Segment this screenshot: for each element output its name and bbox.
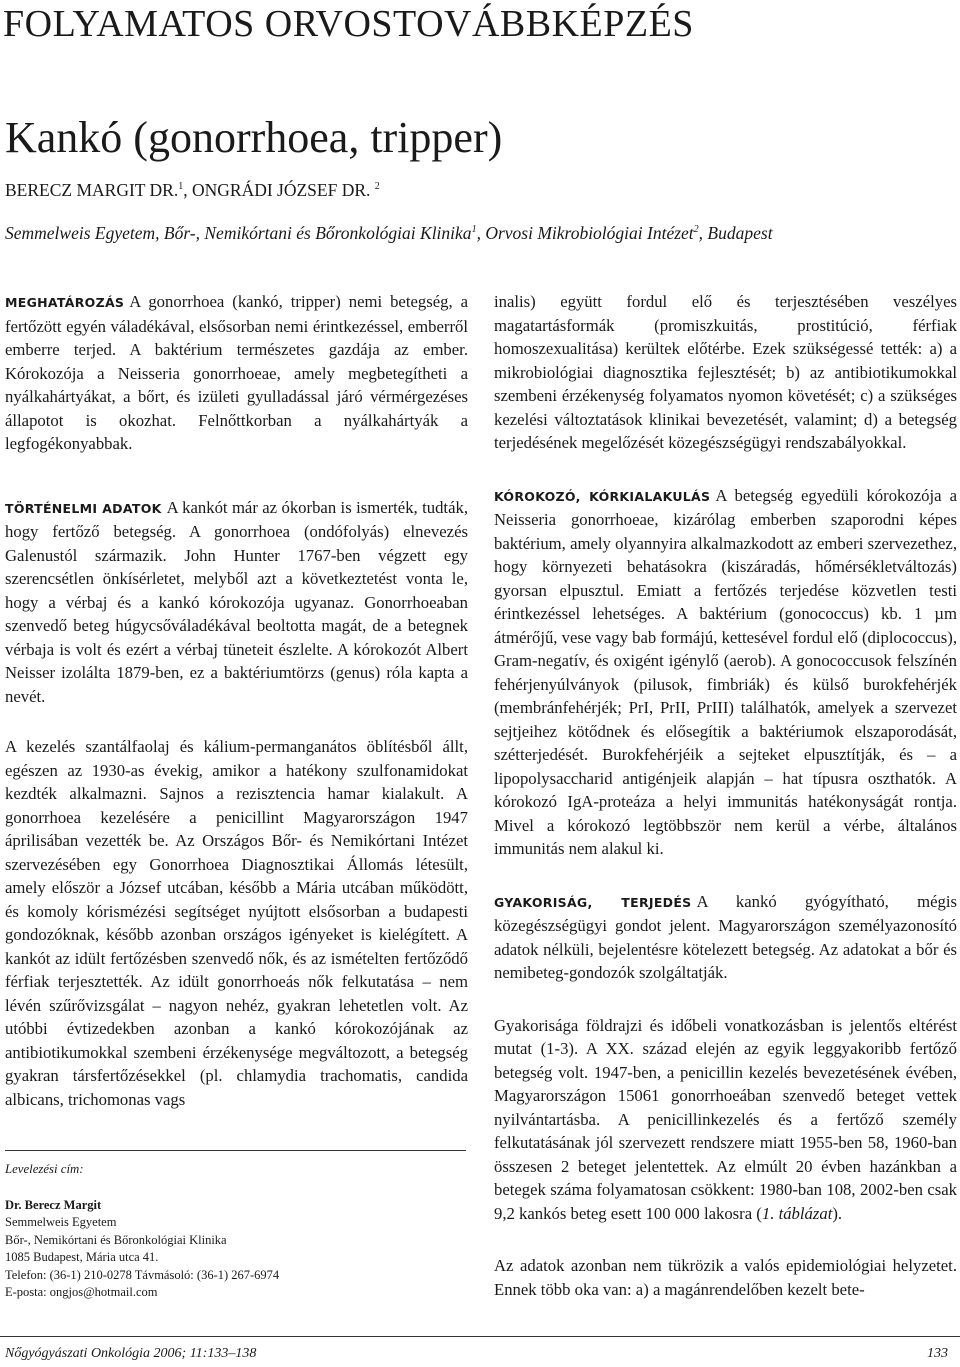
correspondence-institution: Semmelweis Egyetem bbox=[5, 1215, 117, 1229]
affiliation-1: Semmelweis Egyetem, Bőr-, Nemikórtani és Bőronkológiai Klinika bbox=[5, 223, 472, 243]
affiliation-2-mark: 2 bbox=[693, 224, 699, 236]
table-reference: 1. táblázat bbox=[761, 1203, 833, 1223]
right-column bbox=[494, 290, 957, 1330]
affiliation-city: , Budapest bbox=[698, 223, 773, 243]
correspondence-name: Dr. Berecz Margit bbox=[5, 1197, 102, 1212]
frequency-text-before: Gyakorisága földrajzi és időbeli vonatkozásban is jelentős eltérést mutat (1-3). A XX. század elején az egyik leggyakoribb fertőző betegség volt. 1947-ben, a penicillin kezelés bevezetésének évében, Magyarországon 15061 gonorrhoeában szenvedő beteget vettek nyilvántartásba. A penicillinkezelés és a fertőző személy felkutatásának jól szervezett rendszere miatt 1955-ben 58, 1960-ban összesen 2 beteget jelentettek. Az elmúlt 20 évben hazánkban a betegek száma folyamatosan csökkent: 1980-ban 108, 2002-ben csak 9,2 kankós beteg esett 100 000 lakosra ( bbox=[494, 1015, 957, 1223]
correspondence-phone: Telefon: (36-1) 210-0278 Távmásoló: (36-1) 267-6974 bbox=[5, 1267, 280, 1282]
frequency-heading: GYAKORISÁG, TERJEDÉS bbox=[494, 894, 692, 910]
definition-section bbox=[5, 290, 468, 456]
correspondence-email: E-posta: ongjos@hotmail.com bbox=[5, 1285, 158, 1299]
definition-text: A gonorrhoea (kankó, tripper) nemi betegség, a fertőzött egyén váladékával, elsősorban nemi érintkezéssel, emberről emberre terjed. A baktérium természetes gazdája az ember. Kórokozója a Neisseria gonorrhoeae, amely megbetegítheti a nyálkahártyákat, a bőrt, és izületi gyulladással járó vérmérgezéses állapotot is okozhat. Felnőttkorban a nyálkahártyák a legfogékonyabbak. bbox=[5, 292, 468, 453]
correspondence-department: Bőr-, Nemikórtani és Bőronkológiai Klinika bbox=[5, 1232, 227, 1247]
author-1: BERECZ MARGIT DR. bbox=[5, 180, 179, 200]
author-line bbox=[5, 180, 380, 201]
correspondence-label: Levelezési cím: bbox=[5, 1162, 84, 1176]
pathogen-section bbox=[494, 484, 957, 861]
history-heading: TÖRTÉNELMI ADATOK bbox=[5, 500, 162, 516]
frequency-text: A kankó gyógyítható, mégis közegészségügyi gondot jelent. Magyarországon személyazonosító adatok nélküli, bejelentésre kötelezett betegség. Az adatokat a bőr és nemibeteg-gondozók szolgáltatják. bbox=[494, 891, 957, 982]
frequency-text-after: ). bbox=[832, 1203, 843, 1223]
affiliation-2: , Orvosi Mikrobiológiai Intézet bbox=[476, 223, 694, 243]
frequency-section bbox=[494, 890, 957, 985]
correspondence-street: 1085 Budapest, Mária utca 41. bbox=[5, 1250, 159, 1264]
correspondence-address bbox=[5, 1161, 465, 1302]
page-number: 133 bbox=[927, 1346, 948, 1361]
history-text: A kankót már az ókorban is ismerték, tudták, hogy fertőző betegség. A gonorrhoea (ondófolyás) elnevezés Galenustól származik. John Hunter 1767-ben végzett egy szerencsétlen önkísérletet, melyből azt a következtetést vonta le, hogy a vérbaj és a kankó kórokozója ugyanaz. Gonorrhoeaban szenvedő beteg húgycsőváladékával beoltotta magát, de a betegnek vérbaja is volt és ezért a vérbaj tüneteit észlelte. A kórokozót Albert Neisser izolálta 1879-ben, ez a baktériumtörzs (genus) róla kapta a nevét. bbox=[5, 497, 468, 706]
journal-section-header: FOLYAMATOS ORVOSTOVÁBBKÉPZÉS bbox=[3, 3, 694, 45]
affiliation-1-mark: 1 bbox=[471, 224, 477, 236]
journal-citation: Nőgyógyászati Onkológia 2006; 11:133–138 bbox=[5, 1346, 257, 1361]
closing-paragraph: Az adatok azonban nem tükrözik a valós epidemiológiai helyzetet. Ennek több oka van: a) a magánrendelőben kezelt bete- bbox=[494, 1256, 957, 1299]
frequency-paragraph bbox=[494, 1014, 957, 1226]
article-title: Kankó (gonorrhoea, tripper) bbox=[5, 113, 503, 162]
treatment-paragraph: A kezelés szantálfaolaj és kálium-permanganátos öblítésből állt, egészen az 1930-as évekig, amikor a hatékony szulfonamidokat kezdték alkalmazni. Sajnos a rezisztencia hamar kialakult. A gonorrhoea kezelésére a penicillint Magyarországon 1947 áprilisában vezették be. Az Országos Bőr- és Nemikórtani Intézet szervezésében egy Gonorrhoea Diagnosztikai Állomás létesült, amely először a József utcában, később a Mária utcában működött, és komoly kórismézési segítséget nyújtott elsősorban a budapesti gondozóknak, később azonban országos igényeket is kielégített. A kankót az idült fertőzésben szenvedő nők, és az ismételten fertőződő férfiak terjesztették. Az idült gonorrhoeás nők felkutatása – nem lévén szűrővizsgálat – nagyon nehéz, gyakran lehetetlen volt. Az utóbbi évtizedekben azonban a kankó kórokozójának az antibiotikumokkal szembeni érzékenysége megváltozott, a betegség gyakran társfertőzésekkel (pl. chlamydia trachomatis, candida albicans, trichomonas vags bbox=[5, 737, 468, 1109]
pathogen-heading: KÓROKOZÓ, KÓRKIALAKULÁS bbox=[494, 488, 711, 504]
contact-divider bbox=[5, 1150, 466, 1151]
history-section bbox=[5, 496, 468, 709]
author-1-affiliation-mark: 1 bbox=[178, 181, 184, 193]
footer-divider bbox=[0, 1336, 960, 1337]
definition-heading: MEGHATÁROZÁS bbox=[5, 295, 125, 310]
left-column bbox=[5, 290, 468, 1140]
continued-paragraph: inalis) együtt fordul elő és terjesztésében veszélyes magatartásformák (promiszkuitás, prostitúció, férfiak homoszexualitása) kerültek előtérbe. Ezek szükségessé tették: a) a mikrobiológiai diagnosztika fejlesztését; b) az antibiotikumokkal szembeni érzékenység folyamatos nyomon követését; c) a szükséges kezelési változtatások klinikai bevezetését, valamint; d) a betegség terjedésének megelőzését közegészségügyi rendszabályokkal. bbox=[494, 292, 957, 452]
author-2-affiliation-mark: 2 bbox=[374, 181, 380, 193]
author-2: , ONGRÁDI JÓZSEF DR. bbox=[183, 180, 371, 200]
affiliation-line bbox=[5, 223, 773, 244]
pathogen-text: A betegség egyedüli kórokozója a Neisseria gonorrhoeae, kizárólag emberben szaporodni képes baktérium, amely olyannyira alkalmazkodott az emberi szervezethez, hogy környezeti behatásokra (kiszáradás, hőmérsékletváltozás) gyorsan elpusztul. Emiatt a fertőzés terjedése közvetlen testi érintkezéssel lehetséges. A baktérium (gonococcus) kb. 1 µm átmérőjű, vese vagy bab formájú, kettesével fordul elő (diplococcus), Gram-negatív, és oxigént igénylő (aerob). A gonococcusok felszínén fehérjenyúlványok (pilusok, fimbriák) és külső burokfehérjék (membránfehérjék; PrI, PrII, PrIII) találhatók, amelyek a szervezet sejtjeihez kötődnek és elősegítik a baktériumok elszaporodását, szétterjedését. Burokfehérjéik a sejteket elpusztítják, és – a lipopolysaccharid antigénjeik alapján – hat típusra oszthatók. A kórokozó IgA-proteáza a helyi immunitás hatékonyságát rontja. Mivel a kórokozó legtöbbször nem kerül a vérbe, általános immunitás nem alakul ki. bbox=[494, 485, 957, 858]
